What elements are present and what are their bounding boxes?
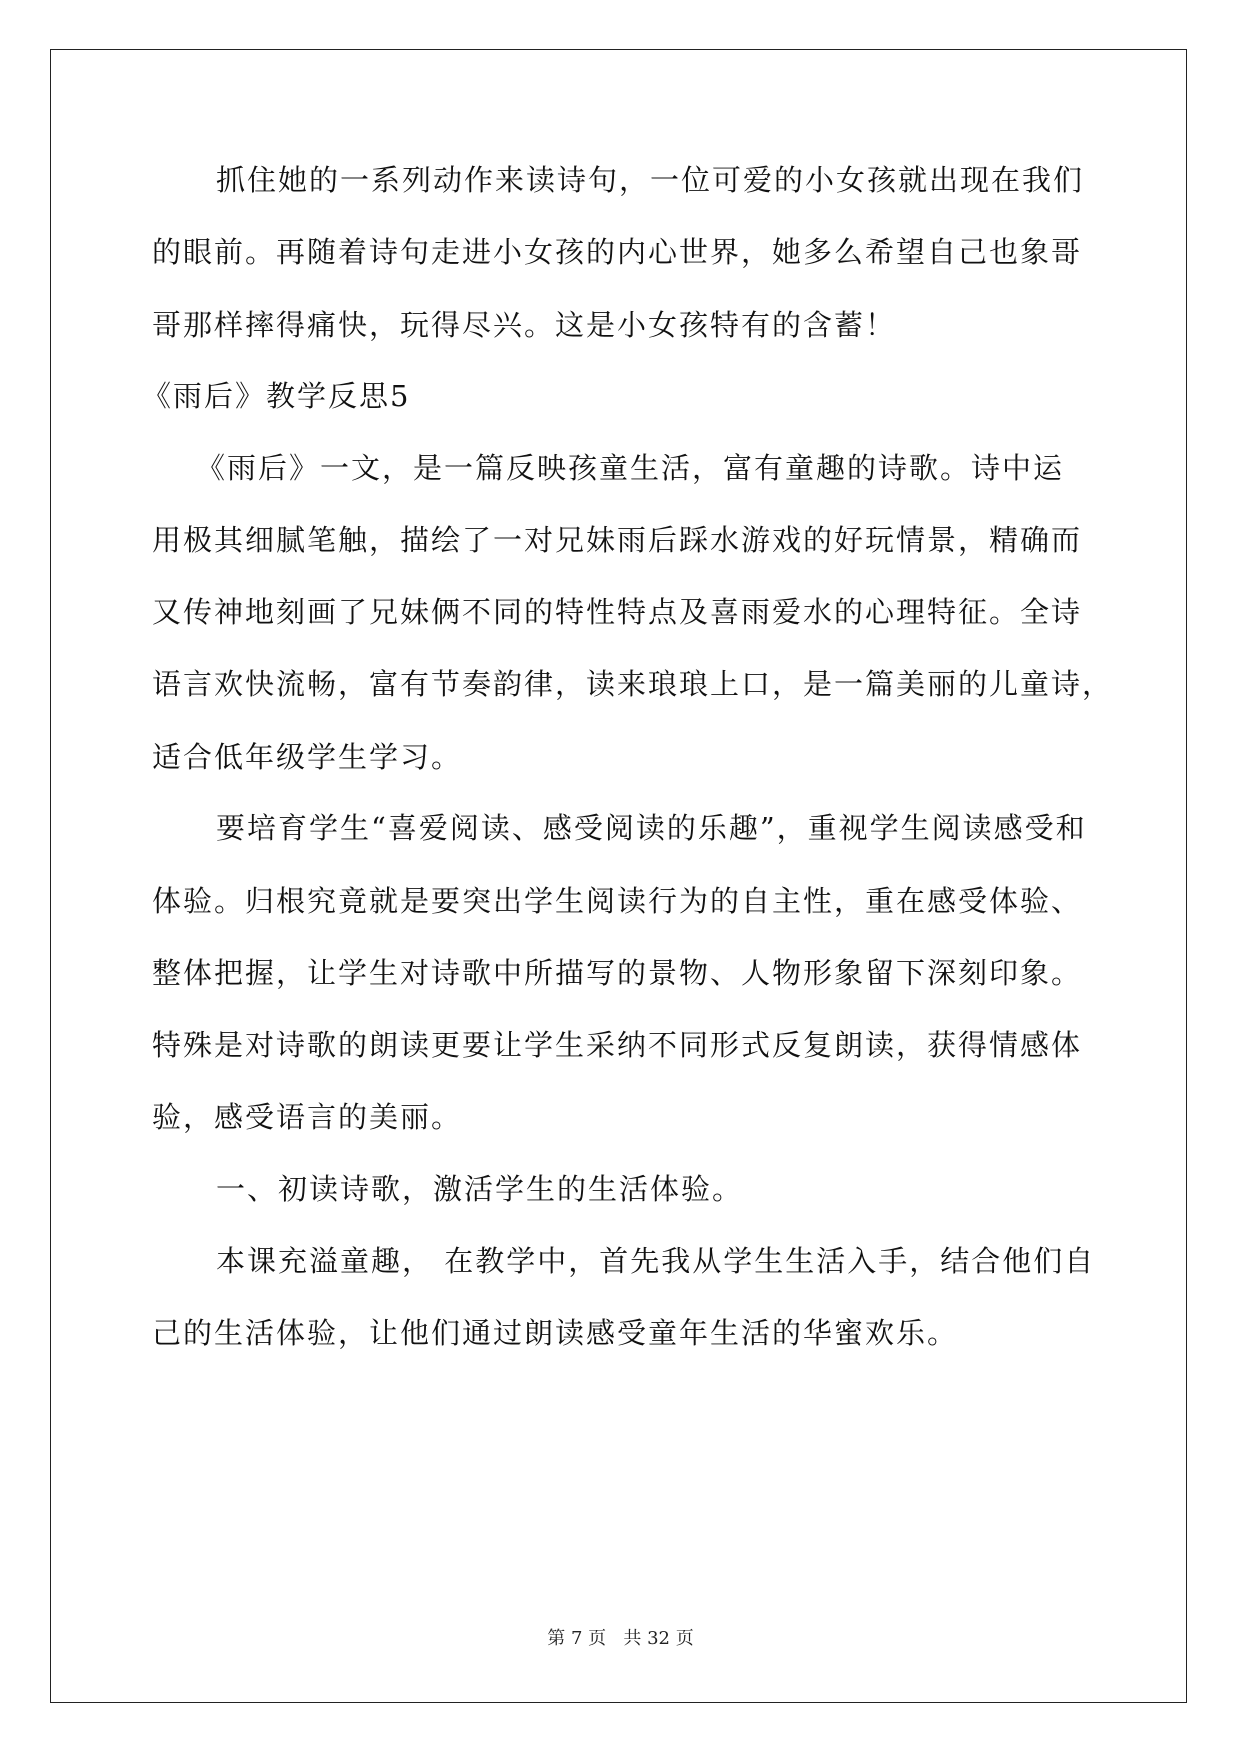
text-line: 体验。归根究竟就是要突出学生阅读行为的自主性，重在感受体验、 xyxy=(152,884,1083,918)
text-line: 哥那样摔得痛快，玩得尽兴。这是小女孩特有的含蓄！ xyxy=(152,308,897,342)
text-line: 验，感受语言的美丽。 xyxy=(152,1100,463,1134)
text-line: 《雨后》一文，是一篇反映孩童生活，富有童趣的诗歌。诗中运 xyxy=(196,451,1065,485)
text-line: 特殊是对诗歌的朗读更要让学生采纳不同形式反复朗读，获得情感体 xyxy=(152,1028,1083,1062)
text-line: 整体把握，让学生对诗歌中所描写的景物、人物形象留下深刻印象。 xyxy=(152,956,1083,990)
text-line: 一、初读诗歌，激活学生的生活体验。 xyxy=(216,1172,744,1206)
text-line: 又传神地刻画了兄妹俩不同的特性特点及喜雨爱水的心理特征。全诗 xyxy=(152,595,1083,629)
page-border xyxy=(50,49,1187,1703)
section-heading: 《雨后》教学反思5 xyxy=(142,379,411,413)
page-number: 第 7 页 共 32 页 xyxy=(547,1628,694,1649)
text-line: 抓住她的一系列动作来读诗句，一位可爱的小女孩就出现在我们 xyxy=(216,163,1085,197)
text-line: 用极其细腻笔触，描绘了一对兄妹雨后踩水游戏的好玩情景，精确而 xyxy=(152,523,1083,557)
text-line: 己的生活体验，让他们通过朗读感受童年生活的华蜜欢乐。 xyxy=(152,1316,959,1350)
text-line: 要培育学生“喜爱阅读、感受阅读的乐趣”，重视学生阅读感受和 xyxy=(216,811,1087,845)
text-line: 的眼前。再随着诗句走进小女孩的内心世界，她多么希望自己也象哥 xyxy=(152,235,1083,269)
text-line: 语言欢快流畅，富有节奏韵律，读来琅琅上口，是一篇美丽的儿童诗， xyxy=(152,667,1114,701)
text-line: 本课充溢童趣， 在教学中，首先我从学生生活入手，结合他们自 xyxy=(216,1244,1096,1278)
text-line: 适合低年级学生学习。 xyxy=(152,740,463,774)
